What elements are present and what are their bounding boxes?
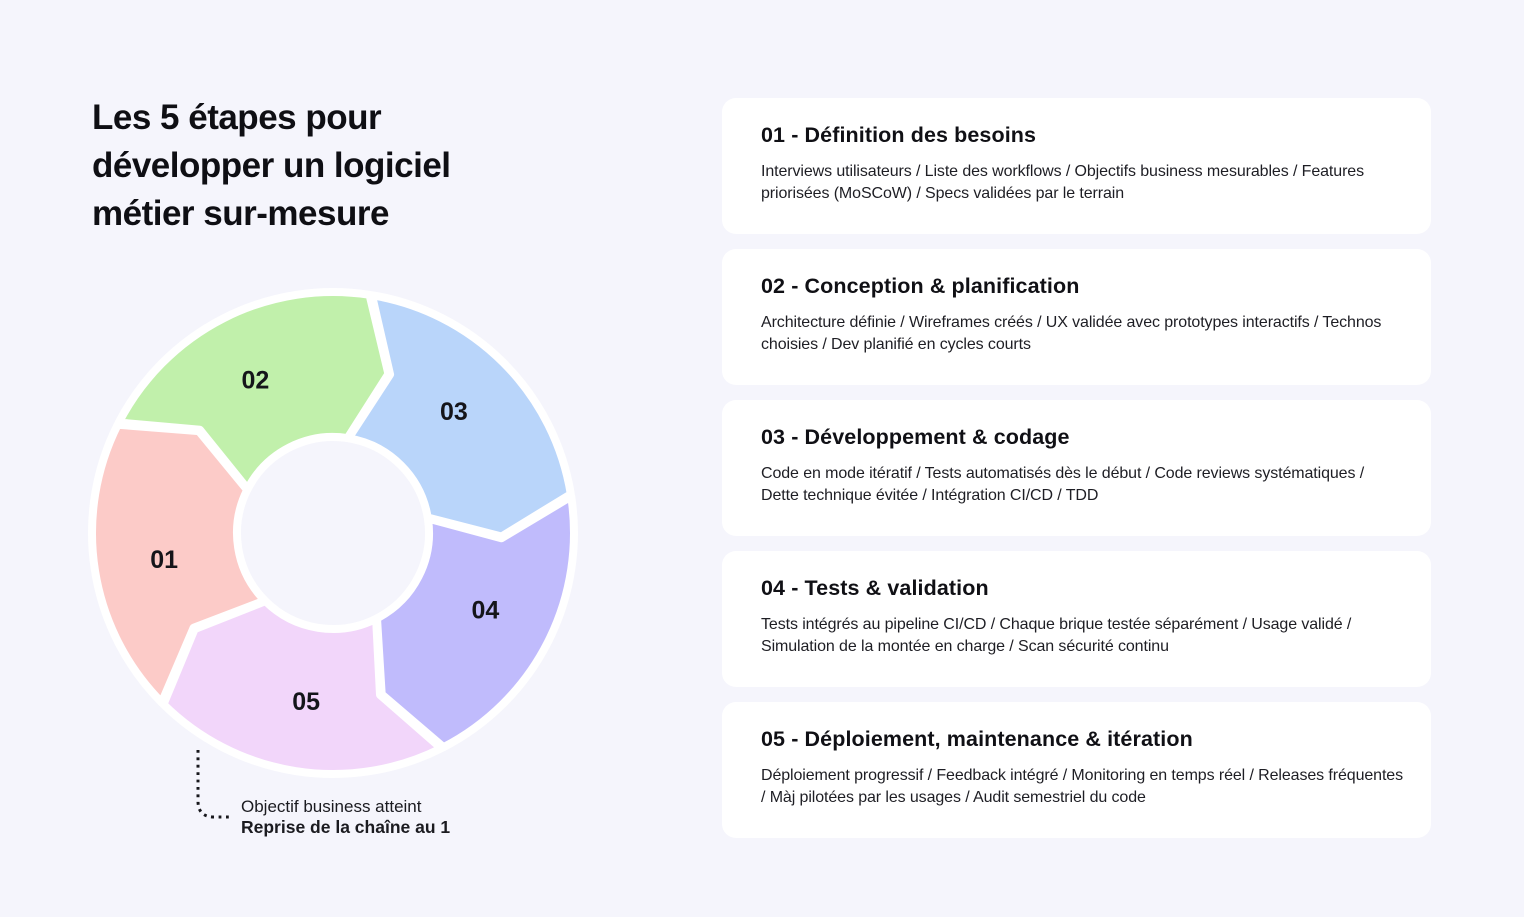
cycle-segments-group xyxy=(92,292,574,774)
cycle-segment-label-04: 04 xyxy=(471,596,500,625)
step-card-03 xyxy=(722,400,1431,536)
step-card-description: Code en mode itératif / Tests automatisés dès le début / Code reviews systématiques / Dette technique évitée / Intégration CI/CD / TDD xyxy=(761,465,1365,504)
cycle-segment-label-03: 03 xyxy=(439,398,468,427)
step-card-title: 01 - Définition des besoins xyxy=(761,123,1037,147)
step-card-title: 04 - Tests & validation xyxy=(761,576,989,600)
step-card-title: 03 - Développement & codage xyxy=(761,425,1070,449)
cycle-segment-label-05: 05 xyxy=(292,687,321,716)
cycle-diagram xyxy=(33,233,633,833)
step-card-02 xyxy=(722,249,1431,385)
cycle-segment-label-01: 01 xyxy=(150,545,179,574)
step-card-description: Tests intégrés au pipeline CI/CD / Chaque brique testée séparément / Usage validé / Simulation de la montée en charge / Scan sécurité continu xyxy=(761,616,1352,655)
step-cards-list xyxy=(722,98,1431,838)
page-title-line-1: Les 5 étapes pour xyxy=(92,98,382,137)
cycle-caption xyxy=(241,796,450,838)
step-card-title: 02 - Conception & planification xyxy=(761,274,1080,298)
step-card-description: Architecture définie / Wireframes créés / UX validée avec prototypes interactifs / Technos choisies / Dev planifié en cycles courts xyxy=(761,314,1382,353)
page-title-line-3: métier sur-mesure xyxy=(92,194,389,233)
page-title-line-2: développer un logiciel xyxy=(92,146,451,185)
cycle-restart-connector-dotted-line xyxy=(198,750,231,817)
step-card-01 xyxy=(722,98,1431,234)
cycle-caption-line-2: Reprise de la chaîne au 1 xyxy=(241,817,451,837)
step-card-description: Interviews utilisateurs / Liste des workflows / Objectifs business mesurables / Features priorisées (MoSCoW) / Specs validées par le terrain xyxy=(761,163,1364,202)
page-title xyxy=(92,94,572,238)
step-card-05 xyxy=(722,702,1431,838)
cycle-segment-label-02: 02 xyxy=(241,366,270,395)
step-card-04 xyxy=(722,551,1431,687)
cycle-caption-line-1: Objectif business atteint xyxy=(241,797,422,816)
step-card-description: Déploiement progressif / Feedback intégré / Monitoring en temps réel / Releases fréquentes / Màj pilotées par les usages / Audit semestriel du code xyxy=(761,767,1404,806)
step-card-title: 05 - Déploiement, maintenance & itération xyxy=(761,727,1193,751)
